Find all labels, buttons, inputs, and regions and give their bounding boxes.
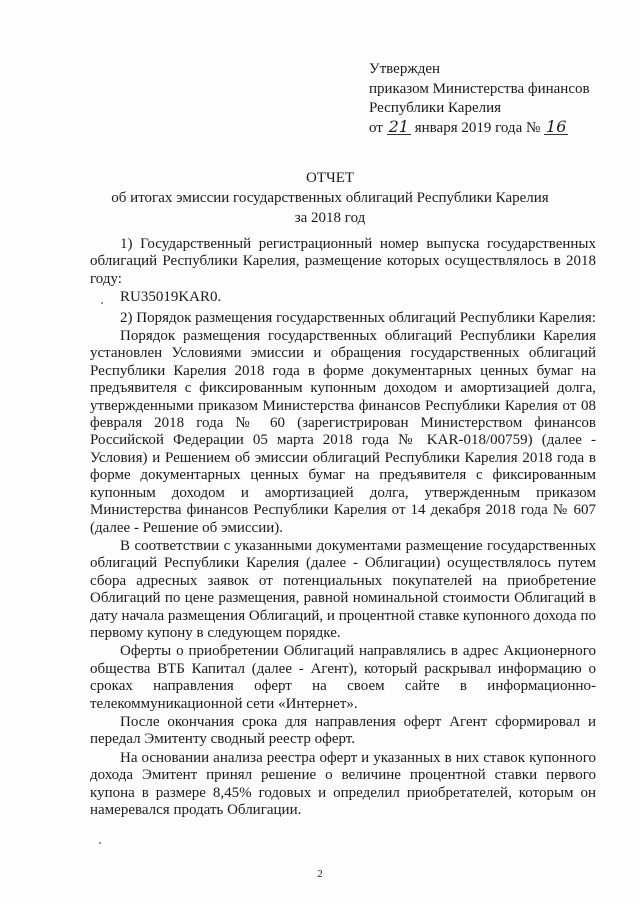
report-title: ОТЧЕТ bbox=[305, 170, 355, 186]
section-1-heading: 1) Государственный регистрационный номер выпуска государственных облигаций Республики Карелия, размещение которых осуществлялось в 2018 году: bbox=[90, 236, 596, 287]
report-subtitle: об итогах эмиссии государственных облигаций Республики Карелия bbox=[111, 190, 549, 206]
approval-line-2: приказом Министерства финансов bbox=[369, 80, 590, 97]
report-title-block bbox=[40, 168, 620, 228]
paragraph-placement-method: В соответствии с указанными документами размещение государственных облигаций Республики Карелия (далее - Облигации) осуществлялось путем сбора адресных заявок от потенциальных покупателей на приобретение Облигаций по цене размещения, равной номинальной стоимости Облигаций в дату начала размещения Облигаций, и процентной ставке купонного дохода по первому купону в следующем порядке. bbox=[90, 537, 596, 641]
registration-number: RU35019KAR0. bbox=[120, 289, 222, 306]
approval-line-1: Утвержден bbox=[369, 61, 441, 77]
page-number: 2 bbox=[317, 868, 323, 880]
approval-date-prefix: от bbox=[369, 119, 383, 136]
report-period: за 2018 год bbox=[294, 210, 366, 226]
approval-order-number: 16 bbox=[546, 116, 567, 136]
approval-date-line bbox=[369, 116, 590, 139]
section-2-heading: 2) Порядок размещения государственных облигаций Республики Карелия: bbox=[120, 309, 596, 326]
approval-stamp-block bbox=[369, 60, 590, 138]
approval-date-day: 21 bbox=[388, 116, 409, 136]
paragraph-placement-procedure: Порядок размещения государственных облигаций Республики Карелия установлен Условиями эмиссии и обращения государственных облигаций Республики Карелия 2018 года в форме документарных ценных бумаг на предъявителя с фиксированным купонным доходом и амортизацией долга, утвержденными приказом Министерства финансов Республики Карелия от 08 февраля 2018 года № 60 (зарегистрирован Министерством финансов Российской Федерации 05 марта 2018 года № KAR-018/00759) (далее - Условия) и Решением об эмиссии облигаций Республики Карелия 2018 года в форме документарных ценных бумаг на предъявителя с фиксированным купонным доходом и амортизацией долга, утвержденным приказом Министерства финансов Республики Карелия от 14 декабря 2018 года № 607 (далее - Решение об эмиссии). bbox=[90, 328, 596, 536]
paragraph-offers: Оферты о приобретении Облигаций направлялись в адрес Акционерного общества ВТБ Капитал (далее - Агент), который раскрывал информацию о сроках направления оферт на своем сайте в информационно-телекоммуникационной сети «Интернет». bbox=[90, 643, 596, 712]
paragraph-registry: После окончания срока для направления оферт Агент сформировал и передал Эмитенту сводный реестр оферт. bbox=[90, 713, 596, 748]
scan-speck bbox=[101, 302, 103, 304]
approval-line-3: Республики Карелия bbox=[369, 100, 502, 116]
approval-date-rest: января 2019 года № bbox=[414, 119, 541, 136]
paragraph-coupon-rate: На основании анализа реестра оферт и указанных в них ставок купонного дохода Эмитент принял решение о величине процентной ставки первого купона в размере 8,45% годовых и определил приобретателей, которым он намеревался продать Облигации. bbox=[90, 749, 596, 818]
report-body bbox=[90, 236, 596, 820]
scan-speck bbox=[99, 842, 101, 844]
